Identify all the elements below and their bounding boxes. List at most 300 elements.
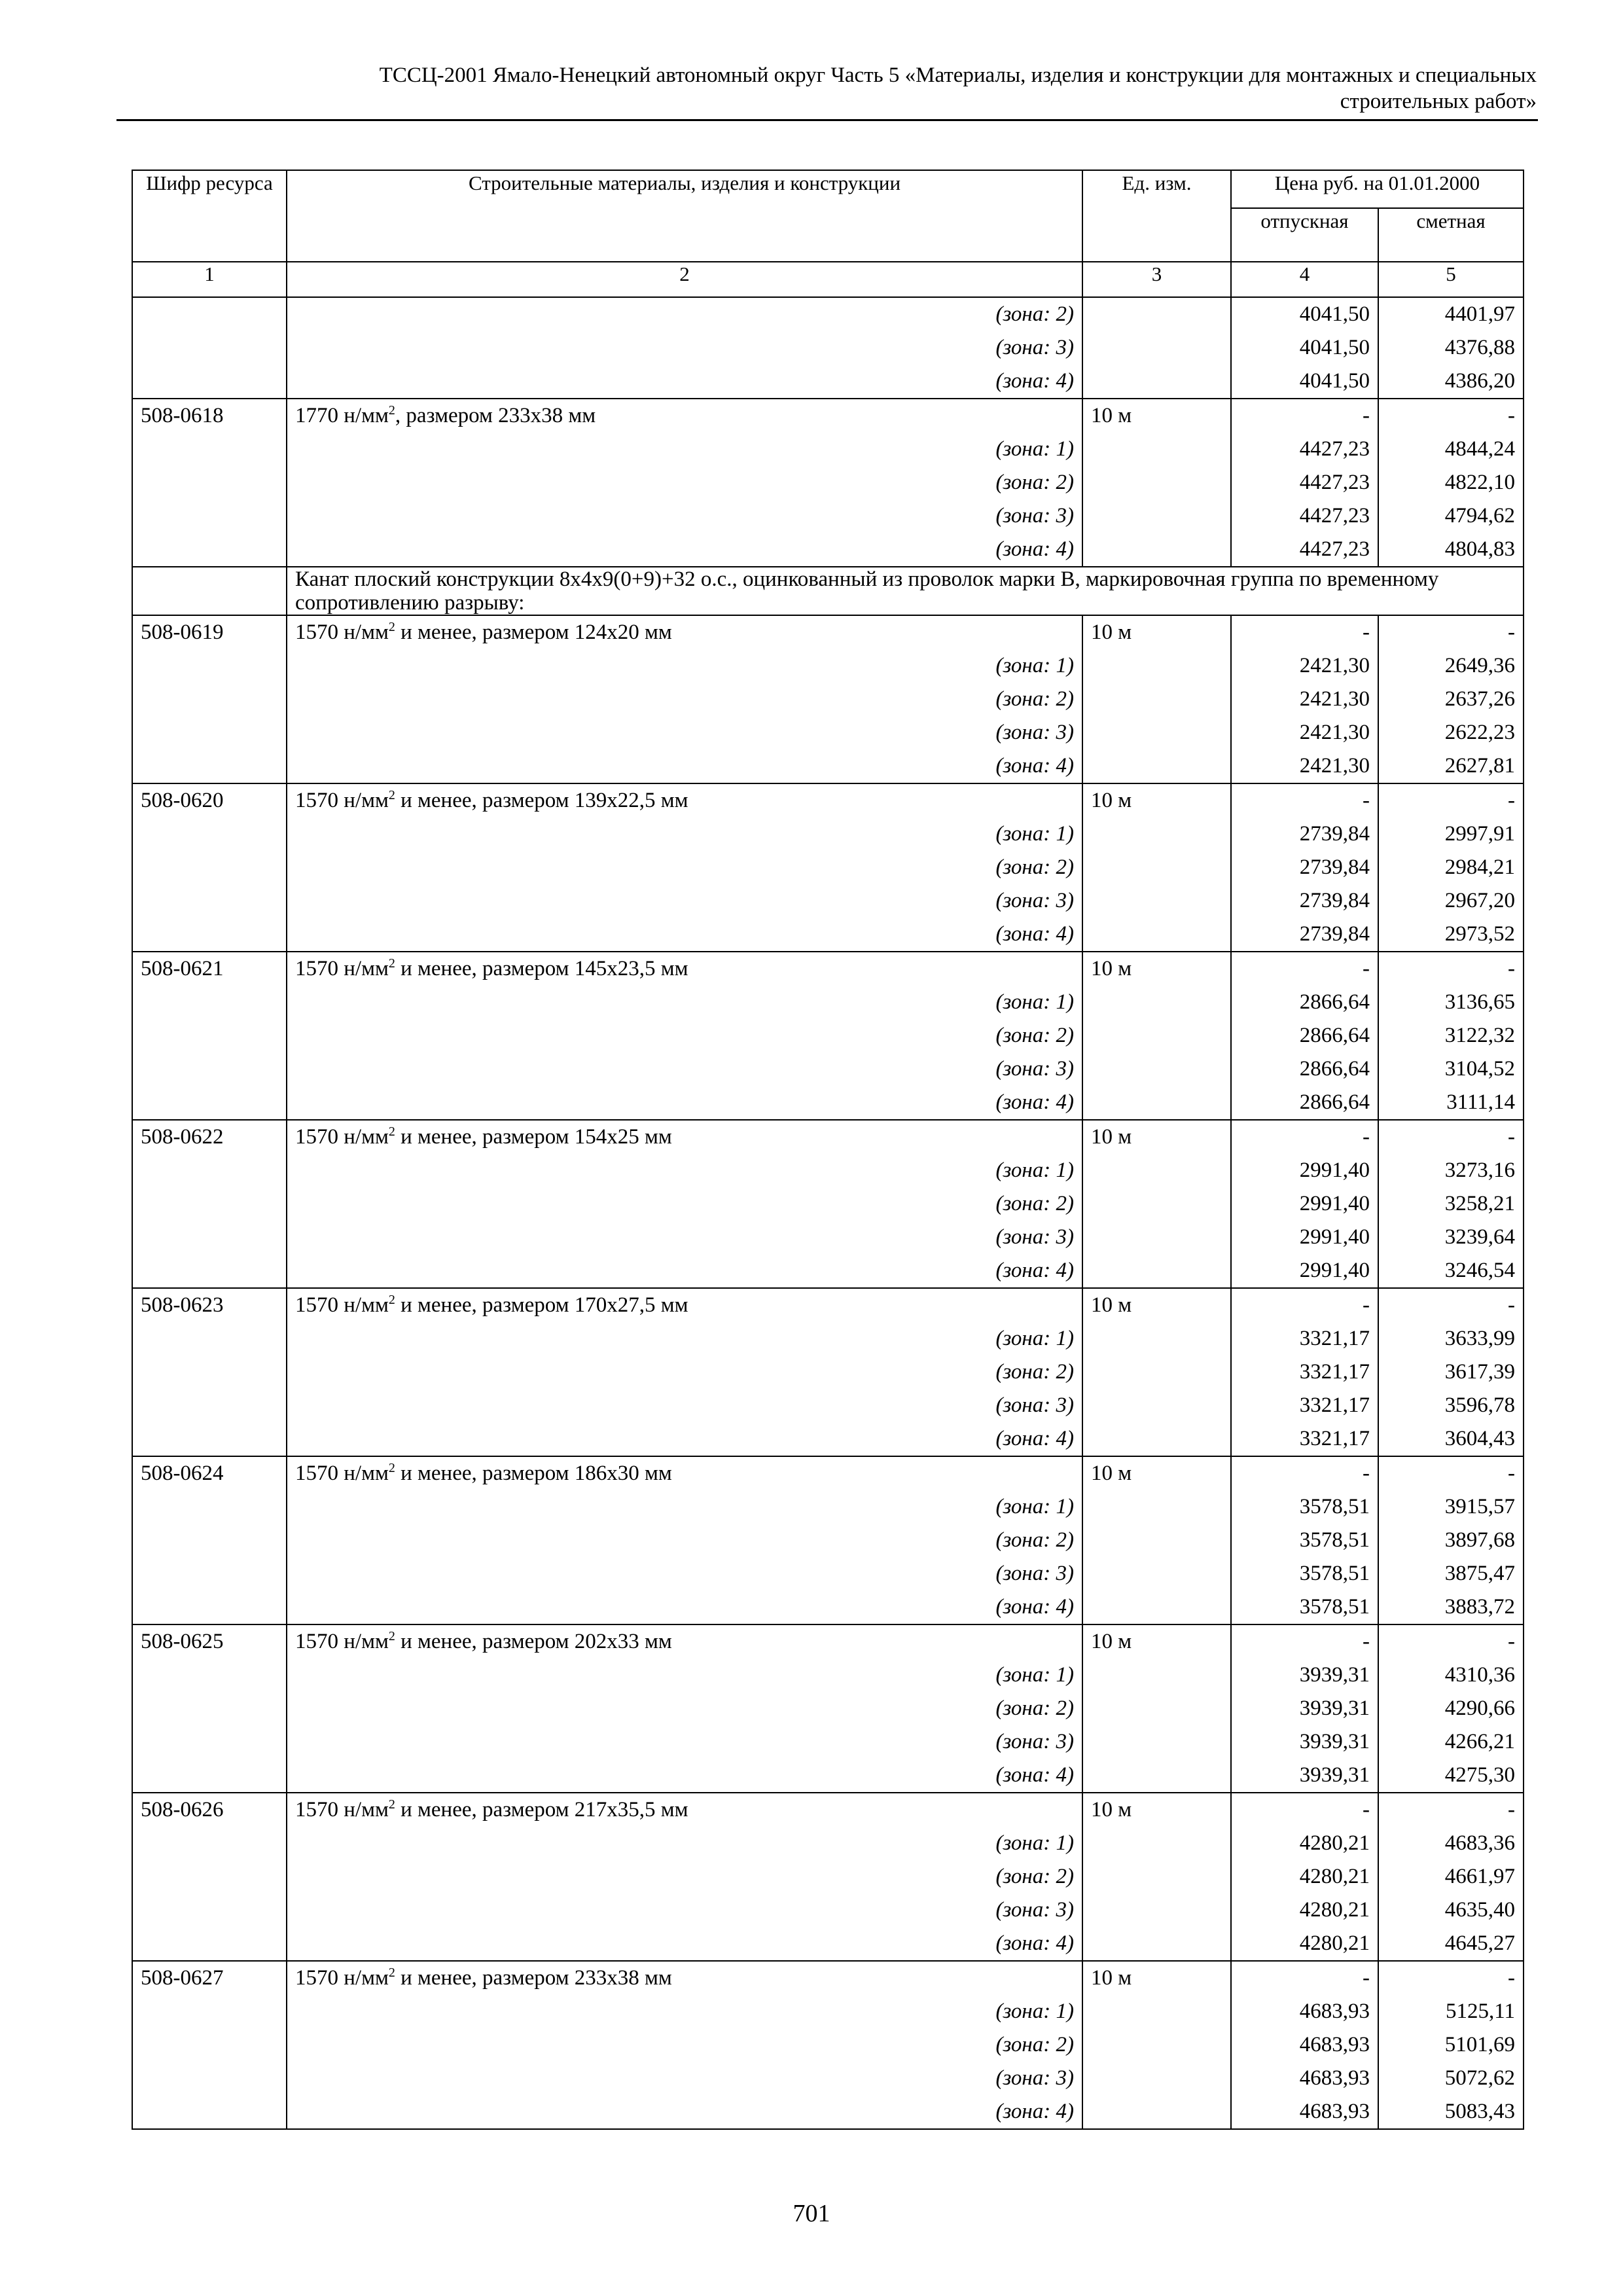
unit-cell-empty [1082,986,1231,1019]
unit-cell-empty [1082,1389,1231,1422]
unit-superscript: 2 [388,1629,395,1643]
unit-of-measure: 10 м [1082,1120,1231,1154]
zone-label: (зона: 2) [287,297,1082,331]
estimate-price: - [1378,1624,1524,1659]
zone-label: (зона: 3) [287,499,1082,533]
resource-code: 508-0623 [132,1288,287,1322]
header-line-1: ТССЦ-2001 Ямало-Ненецкий автономный округ Часть 5 «Материалы, изделия и конструкции для монтажных и специальных [379,63,1537,87]
estimate-price: 4804,83 [1378,533,1524,567]
col-estimate-header: сметная [1378,208,1524,262]
size-description: , размером 233х38 мм [395,404,596,427]
unit-superscript: 2 [388,1293,395,1307]
size-description: и менее, размером 145х23,5 мм [395,957,688,980]
release-price: 4280,21 [1231,1927,1378,1961]
unit-cell-empty [1082,1927,1231,1961]
zone-row [132,1154,1524,1187]
unit-of-measure: 10 м [1082,1288,1231,1322]
estimate-price: - [1378,1288,1524,1322]
estimate-price: - [1378,783,1524,817]
unit-cell-empty [1082,749,1231,783]
release-price: 2421,30 [1231,749,1378,783]
zone-row [132,1659,1524,1692]
unit-cell-empty [1082,1254,1231,1288]
release-price: 3939,31 [1231,1725,1378,1759]
unit-cell-empty [1082,1893,1231,1927]
estimate-price: 4822,10 [1378,466,1524,499]
zone-row [132,1524,1524,1557]
release-price: - [1231,399,1378,433]
release-price: 3578,51 [1231,1524,1378,1557]
code-cell-empty [132,683,287,716]
header-line-2: строительных работ» [1340,90,1537,113]
zone-row [132,1590,1524,1624]
estimate-price: 4645,27 [1378,1927,1524,1961]
table-row [132,1624,1524,1659]
unit-cell-empty [1082,365,1231,399]
zone-label: (зона: 3) [287,2062,1082,2095]
unit-cell-empty [1082,1355,1231,1389]
estimate-price: 4683,36 [1378,1827,1524,1860]
estimate-price: - [1378,1793,1524,1827]
release-price: - [1231,615,1378,649]
unit-cell-empty [1082,1422,1231,1456]
unit-cell-empty [1082,1052,1231,1086]
unit-superscript: 2 [388,1797,395,1812]
zone-row [132,749,1524,783]
zone-row [132,2028,1524,2062]
release-price: 3321,17 [1231,1322,1378,1355]
unit-of-measure: 10 м [1082,952,1231,986]
code-cell-empty [132,533,287,567]
zone-label: (зона: 1) [287,1322,1082,1355]
zone-label: (зона: 3) [287,331,1082,365]
strength-value: 1570 [295,957,344,980]
zone-label: (зона: 2) [287,466,1082,499]
unit-cell-empty [1082,1524,1231,1557]
zone-row [132,1019,1524,1052]
zone-row [132,1355,1524,1389]
zone-row [132,1725,1524,1759]
code-cell-empty [132,1086,287,1120]
zone-label: (зона: 1) [287,649,1082,683]
release-price: 4041,50 [1231,365,1378,399]
unit-cell-empty [1082,1759,1231,1793]
table-row [132,1793,1524,1827]
zone-row [132,716,1524,749]
zone-row [132,2095,1524,2129]
unit-mark: н/мм [344,404,389,427]
unit-superscript: 2 [388,620,395,634]
zone-label: (зона: 1) [287,1827,1082,1860]
zone-row [132,918,1524,952]
code-cell-empty [132,817,287,851]
item-description [287,783,1082,817]
col-name-header: Строительные материалы, изделия и конструкции [287,170,1082,262]
release-price: 2991,40 [1231,1154,1378,1187]
zone-row [132,1187,1524,1221]
zone-row [132,817,1524,851]
release-price: 3321,17 [1231,1355,1378,1389]
unit-cell-empty [1082,1187,1231,1221]
estimate-price: 4794,62 [1378,499,1524,533]
unit-cell-empty [1082,466,1231,499]
table-row [132,783,1524,817]
release-price: 4427,23 [1231,533,1378,567]
release-price: - [1231,783,1378,817]
zone-row [132,1086,1524,1120]
unit-cell-empty [1082,683,1231,716]
estimate-price: 4275,30 [1378,1759,1524,1793]
table-row [132,399,1524,433]
item-description [287,1624,1082,1659]
running-header [116,62,1537,115]
estimate-price: 4386,20 [1378,365,1524,399]
unit-of-measure: 10 м [1082,1793,1231,1827]
release-price: 2421,30 [1231,683,1378,716]
unit-cell-empty [1082,2095,1231,2129]
zone-row [132,683,1524,716]
release-price: - [1231,1961,1378,1995]
resource-code: 508-0618 [132,399,287,433]
col-unit-header: Ед. изм. [1082,170,1231,262]
release-price: 4427,23 [1231,433,1378,466]
estimate-price: 3897,68 [1378,1524,1524,1557]
code-cell-empty [132,1557,287,1590]
unit-cell-empty [1082,817,1231,851]
strength-value: 1570 [295,1966,344,1990]
table-row [132,1456,1524,1490]
code-cell-empty [132,1692,287,1725]
estimate-price: - [1378,399,1524,433]
unit-cell-empty [1082,1322,1231,1355]
item-description [287,1120,1082,1154]
estimate-price: 4401,97 [1378,297,1524,331]
unit-cell-empty [1082,1590,1231,1624]
unit-cell-empty [1082,1086,1231,1120]
release-price: - [1231,1120,1378,1154]
code-cell-empty [132,1995,287,2028]
page-number: 701 [793,2200,830,2227]
release-price: 4041,50 [1231,297,1378,331]
release-price: - [1231,1624,1378,1659]
zone-label: (зона: 2) [287,851,1082,884]
zone-row [132,1052,1524,1086]
zone-row [132,2062,1524,2095]
estimate-price: 2622,23 [1378,716,1524,749]
zone-row [132,1759,1524,1793]
unit-cell-empty [1082,918,1231,952]
unit-cell-empty [1082,433,1231,466]
estimate-price: 3596,78 [1378,1389,1524,1422]
unit-superscript: 2 [388,1461,395,1475]
code-cell-empty [132,1659,287,1692]
estimate-price: - [1378,1456,1524,1490]
zone-label: (зона: 4) [287,1759,1082,1793]
code-cell-empty [132,851,287,884]
strength-value: 1570 [295,1125,344,1149]
unit-cell-empty [1082,1692,1231,1725]
zone-label: (зона: 2) [287,1187,1082,1221]
unit-superscript: 2 [388,1965,395,1980]
unit-superscript: 2 [388,956,395,971]
item-description [287,1288,1082,1322]
release-price: - [1231,1456,1378,1490]
code-cell-empty [132,1860,287,1893]
code-cell-empty [132,466,287,499]
estimate-price: 2649,36 [1378,649,1524,683]
item-description [287,1456,1082,1490]
unit-cell-empty [1082,297,1231,331]
zone-label: (зона: 4) [287,1927,1082,1961]
zone-label: (зона: 2) [287,1860,1082,1893]
zone-row [132,466,1524,499]
code-cell-empty [132,499,287,533]
unit-of-measure: 10 м [1082,783,1231,817]
unit-mark: н/мм [344,1125,389,1149]
estimate-price: - [1378,1961,1524,1995]
unit-cell-empty [1082,1221,1231,1254]
code-cell-empty [132,1221,287,1254]
zone-label: (зона: 1) [287,1995,1082,2028]
release-price: 3939,31 [1231,1759,1378,1793]
release-price: 4041,50 [1231,331,1378,365]
code-cell-empty [132,2028,287,2062]
strength-value: 1770 [295,404,344,427]
item-description [287,399,1082,433]
release-price: 2991,40 [1231,1254,1378,1288]
unit-of-measure: 10 м [1082,615,1231,649]
zone-label: (зона: 4) [287,1086,1082,1120]
zone-row [132,499,1524,533]
zone-label: (зона: 2) [287,1692,1082,1725]
zone-label: (зона: 4) [287,533,1082,567]
size-description: и менее, размером 217х35,5 мм [395,1798,688,1821]
zone-label: (зона: 3) [287,1389,1082,1422]
code-cell-empty [132,1827,287,1860]
code-cell-empty [132,365,287,399]
release-price: 3321,17 [1231,1422,1378,1456]
zone-row [132,1692,1524,1725]
unit-cell-empty [1082,331,1231,365]
estimate-price: - [1378,615,1524,649]
table-body [132,297,1524,2129]
estimate-price: 3604,43 [1378,1422,1524,1456]
unit-mark: н/мм [344,620,389,644]
release-price: 4683,93 [1231,2095,1378,2129]
estimate-price: 4661,97 [1378,1860,1524,1893]
estimate-price: 4266,21 [1378,1725,1524,1759]
section-heading-row [132,567,1524,615]
unit-cell-empty [1082,1490,1231,1524]
zone-label: (зона: 3) [287,716,1082,749]
release-price: 4280,21 [1231,1827,1378,1860]
estimate-price: - [1378,952,1524,986]
zone-label: (зона: 3) [287,884,1082,918]
zone-row [132,1490,1524,1524]
release-price: - [1231,1288,1378,1322]
estimate-price: 3104,52 [1378,1052,1524,1086]
unit-of-measure: 10 м [1082,1456,1231,1490]
size-description: и менее, размером 154х25 мм [395,1125,672,1149]
release-price: 4280,21 [1231,1860,1378,1893]
item-description [287,1793,1082,1827]
zone-row [132,365,1524,399]
zone-label: (зона: 4) [287,1254,1082,1288]
col-price-header: Цена руб. на 01.01.2000 [1231,170,1524,208]
estimate-price: 3875,47 [1378,1557,1524,1590]
zone-label: (зона: 3) [287,1557,1082,1590]
code-cell-empty [132,1254,287,1288]
estimate-price: 2973,52 [1378,918,1524,952]
estimate-price: 5101,69 [1378,2028,1524,2062]
release-price: 2866,64 [1231,1019,1378,1052]
col-code-header: Шифр ресурса [132,170,287,262]
release-price: 2991,40 [1231,1187,1378,1221]
release-price: 4683,93 [1231,2028,1378,2062]
zone-label: (зона: 3) [287,1725,1082,1759]
code-cell-empty [132,918,287,952]
release-price: 4427,23 [1231,499,1378,533]
col-release-header: отпускная [1231,208,1378,262]
zone-label: (зона: 4) [287,1422,1082,1456]
code-cell-empty [132,1759,287,1793]
code-cell-empty [132,749,287,783]
zone-label: (зона: 1) [287,817,1082,851]
estimate-price: 3136,65 [1378,986,1524,1019]
resource-code: 508-0625 [132,1624,287,1659]
header-rule [116,119,1538,121]
unit-mark: н/мм [344,789,389,812]
unit-cell-empty [1082,1154,1231,1187]
code-cell-empty [132,884,287,918]
code-cell-empty [132,1389,287,1422]
zone-label: (зона: 1) [287,1490,1082,1524]
estimate-price: 2997,91 [1378,817,1524,851]
release-price: 4427,23 [1231,466,1378,499]
release-price: 3578,51 [1231,1590,1378,1624]
estimate-price: 5072,62 [1378,2062,1524,2095]
estimate-price: 4635,40 [1378,1893,1524,1927]
unit-cell-empty [1082,499,1231,533]
zone-row [132,297,1524,331]
size-description: и менее, размером 202х33 мм [395,1630,672,1653]
strength-value: 1570 [295,789,344,812]
unit-mark: н/мм [344,1462,389,1485]
column-number: 3 [1082,262,1231,297]
release-price: 2739,84 [1231,918,1378,952]
unit-mark: н/мм [344,1293,389,1317]
estimate-price: 3883,72 [1378,1590,1524,1624]
estimate-price: 3111,14 [1378,1086,1524,1120]
size-description: и менее, размером 170х27,5 мм [395,1293,688,1317]
unit-mark: н/мм [344,1798,389,1821]
release-price: 4683,93 [1231,2062,1378,2095]
estimate-price: 4376,88 [1378,331,1524,365]
zone-label: (зона: 3) [287,1052,1082,1086]
strength-value: 1570 [295,1293,344,1317]
release-price: 4280,21 [1231,1893,1378,1927]
unit-superscript: 2 [388,403,395,418]
resource-code: 508-0622 [132,1120,287,1154]
zone-row [132,649,1524,683]
code-cell-empty [132,433,287,466]
zone-row [132,1893,1524,1927]
release-price: 2421,30 [1231,649,1378,683]
code-cell-empty [132,1052,287,1086]
zone-label: (зона: 1) [287,986,1082,1019]
unit-cell-empty [1082,1725,1231,1759]
code-cell-empty [132,567,287,615]
unit-cell-empty [1082,1827,1231,1860]
code-cell-empty [132,331,287,365]
release-price: 3939,31 [1231,1659,1378,1692]
column-number: 1 [132,262,287,297]
code-cell-empty [132,1490,287,1524]
code-cell-empty [132,1524,287,1557]
unit-cell-empty [1082,1995,1231,2028]
unit-cell-empty [1082,533,1231,567]
release-price: 3578,51 [1231,1490,1378,1524]
code-cell-empty [132,1927,287,1961]
unit-cell-empty [1082,1557,1231,1590]
release-price: - [1231,1793,1378,1827]
resource-code: 508-0624 [132,1456,287,1490]
release-price: 2421,30 [1231,716,1378,749]
code-cell-empty [132,1355,287,1389]
resource-code: 508-0626 [132,1793,287,1827]
release-price: - [1231,952,1378,986]
table-row [132,1961,1524,1995]
size-description: и менее, размером 186х30 мм [395,1462,672,1485]
table-head [132,170,1524,297]
estimate-price: 2984,21 [1378,851,1524,884]
size-description: и менее, размером 124х20 мм [395,620,672,644]
resource-code: 508-0620 [132,783,287,817]
code-cell-empty [132,2095,287,2129]
unit-cell-empty [1082,884,1231,918]
strength-value: 1570 [295,620,344,644]
estimate-price: 2627,81 [1378,749,1524,783]
release-price: 2866,64 [1231,1052,1378,1086]
zone-row [132,331,1524,365]
unit-cell-empty [1082,1860,1231,1893]
unit-cell-empty [1082,1019,1231,1052]
estimate-price: 3258,21 [1378,1187,1524,1221]
code-cell-empty [132,1019,287,1052]
estimate-price: 2967,20 [1378,884,1524,918]
resource-code: 508-0621 [132,952,287,986]
unit-cell-empty [1082,716,1231,749]
zone-row [132,986,1524,1019]
zone-row [132,1389,1524,1422]
size-description: и менее, размером 233х38 мм [395,1966,672,1990]
zone-label: (зона: 1) [287,1659,1082,1692]
strength-value: 1570 [295,1798,344,1821]
item-description [287,952,1082,986]
release-price: 2739,84 [1231,884,1378,918]
zone-row [132,1221,1524,1254]
price-table [132,170,1524,2130]
zone-row [132,851,1524,884]
zone-row [132,1322,1524,1355]
unit-superscript: 2 [388,1124,395,1139]
unit-cell-empty [1082,649,1231,683]
column-number: 5 [1378,262,1524,297]
unit-cell-empty [1082,1659,1231,1692]
column-number: 4 [1231,262,1378,297]
estimate-price: 4310,36 [1378,1659,1524,1692]
zone-label: (зона: 2) [287,1019,1082,1052]
